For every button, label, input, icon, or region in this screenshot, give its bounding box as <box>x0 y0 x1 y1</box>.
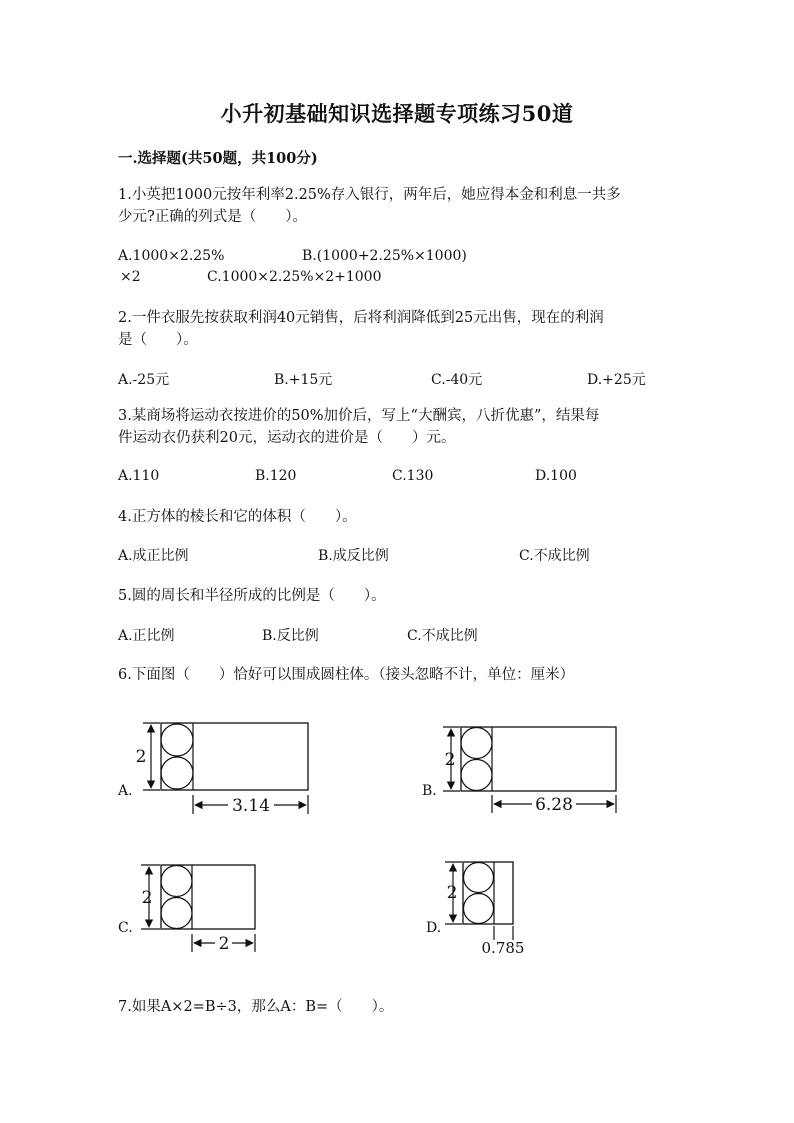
question-5-text: 5.圆的周长和半径所成的比例是（ ）。 <box>118 588 386 604</box>
figure-d-height-label: 2 <box>446 883 458 903</box>
page-title: 小升初基础知识选择题专项练习50道 <box>220 101 574 126</box>
figure-d-circle-bottom <box>464 894 494 924</box>
question-2-option-a[interactable]: A.-25元 <box>118 372 170 388</box>
question-5-option-c[interactable]: C.不成比例 <box>407 628 478 644</box>
question-1-option-a[interactable]: A.1000×2.25% <box>118 248 225 264</box>
question-3-option-c[interactable]: C.130 <box>392 468 434 484</box>
figure-a-rectangle <box>161 723 308 790</box>
question-6-text: 6.下面图（ ）恰好可以围成圆柱体。（接头忽略不计，单位：厘米） <box>118 667 575 683</box>
question-1-option-c[interactable]: C.1000×2.25%×2+1000 <box>207 269 382 285</box>
figure-b-rectangle <box>461 727 616 791</box>
figure-b-circle-bottom <box>461 760 492 791</box>
figure-b-circle-top <box>461 728 492 759</box>
question-5-option-b[interactable]: B.反比例 <box>262 628 319 644</box>
question-1-option-b-continued: ×2 <box>120 269 141 285</box>
question-5-option-a[interactable]: A.正比例 <box>118 628 175 644</box>
question-1-text-line1: 1.小英把1000元按年利率2.25%存入银行，两年后，她应得本金和利息一共多 <box>118 187 621 203</box>
question-4-text: 4.正方体的棱长和它的体积（ ）。 <box>118 509 357 525</box>
figure-c[interactable] <box>118 865 255 954</box>
figure-a[interactable] <box>117 723 308 816</box>
question-3-option-b[interactable]: B.120 <box>255 468 297 484</box>
figure-a-circle-bottom <box>161 757 193 789</box>
figure-d-width-label: 0.785 <box>481 939 525 957</box>
figure-a-width-label: 3.14 <box>232 796 270 816</box>
question-2-option-b[interactable]: B.+15元 <box>274 372 333 388</box>
question-1-option-b[interactable]: B.(1000+2.25%×1000) <box>302 248 467 264</box>
question-4-option-b[interactable]: B.成反比例 <box>318 548 389 564</box>
figure-b-height-label: 2 <box>444 750 456 770</box>
figure-d-label: D. <box>426 920 442 936</box>
question-4-option-a[interactable]: A.成正比例 <box>118 548 189 564</box>
figure-a-height-label: 2 <box>135 747 147 767</box>
figure-c-label: C. <box>118 920 133 936</box>
question-2-option-c[interactable]: C.-40元 <box>431 372 483 388</box>
figure-a-label: A. <box>118 783 133 799</box>
figure-c-height-label: 2 <box>141 888 153 908</box>
figure-d[interactable] <box>426 862 524 957</box>
figure-d-circle-top <box>464 863 494 893</box>
question-2-text-line2: 是（ ）。 <box>118 332 198 348</box>
question-2-text-line1: 2.一件衣服先按获取利润40元销售，后将利润降低到25元出售，现在的利润 <box>118 310 604 326</box>
section-heading: 一.选择题(共50题，共100分) <box>118 150 318 167</box>
question-1-text-line2: 少元?正确的列式是（ ）。 <box>118 209 308 225</box>
figure-b-label: B. <box>422 783 437 799</box>
figure-a-circle-top <box>161 724 193 756</box>
figure-c-circle-top <box>161 866 192 897</box>
figure-c-circle-bottom <box>161 898 192 929</box>
figure-b-width-label: 6.28 <box>535 795 573 815</box>
figure-b[interactable] <box>422 727 616 815</box>
question-3-option-d[interactable]: D.100 <box>535 468 577 484</box>
question-3-text-line1: 3.某商场将运动衣按进价的50%加价后，写上“大酬宾，八折优惠”，结果每 <box>118 408 600 424</box>
question-3-option-a[interactable]: A.110 <box>118 468 160 484</box>
question-2-option-d[interactable]: D.+25元 <box>587 372 646 388</box>
question-4-option-c[interactable]: C.不成比例 <box>519 548 590 564</box>
figure-c-width-label: 2 <box>218 934 230 954</box>
figure-d-rectangle <box>463 862 513 924</box>
question-3-text-line2: 件运动衣仍获利20元，运动衣的进价是（ ）元。 <box>118 430 456 446</box>
question-7-text: 7.如果A×2=B÷3，那么A：B=（ ）。 <box>118 999 394 1015</box>
